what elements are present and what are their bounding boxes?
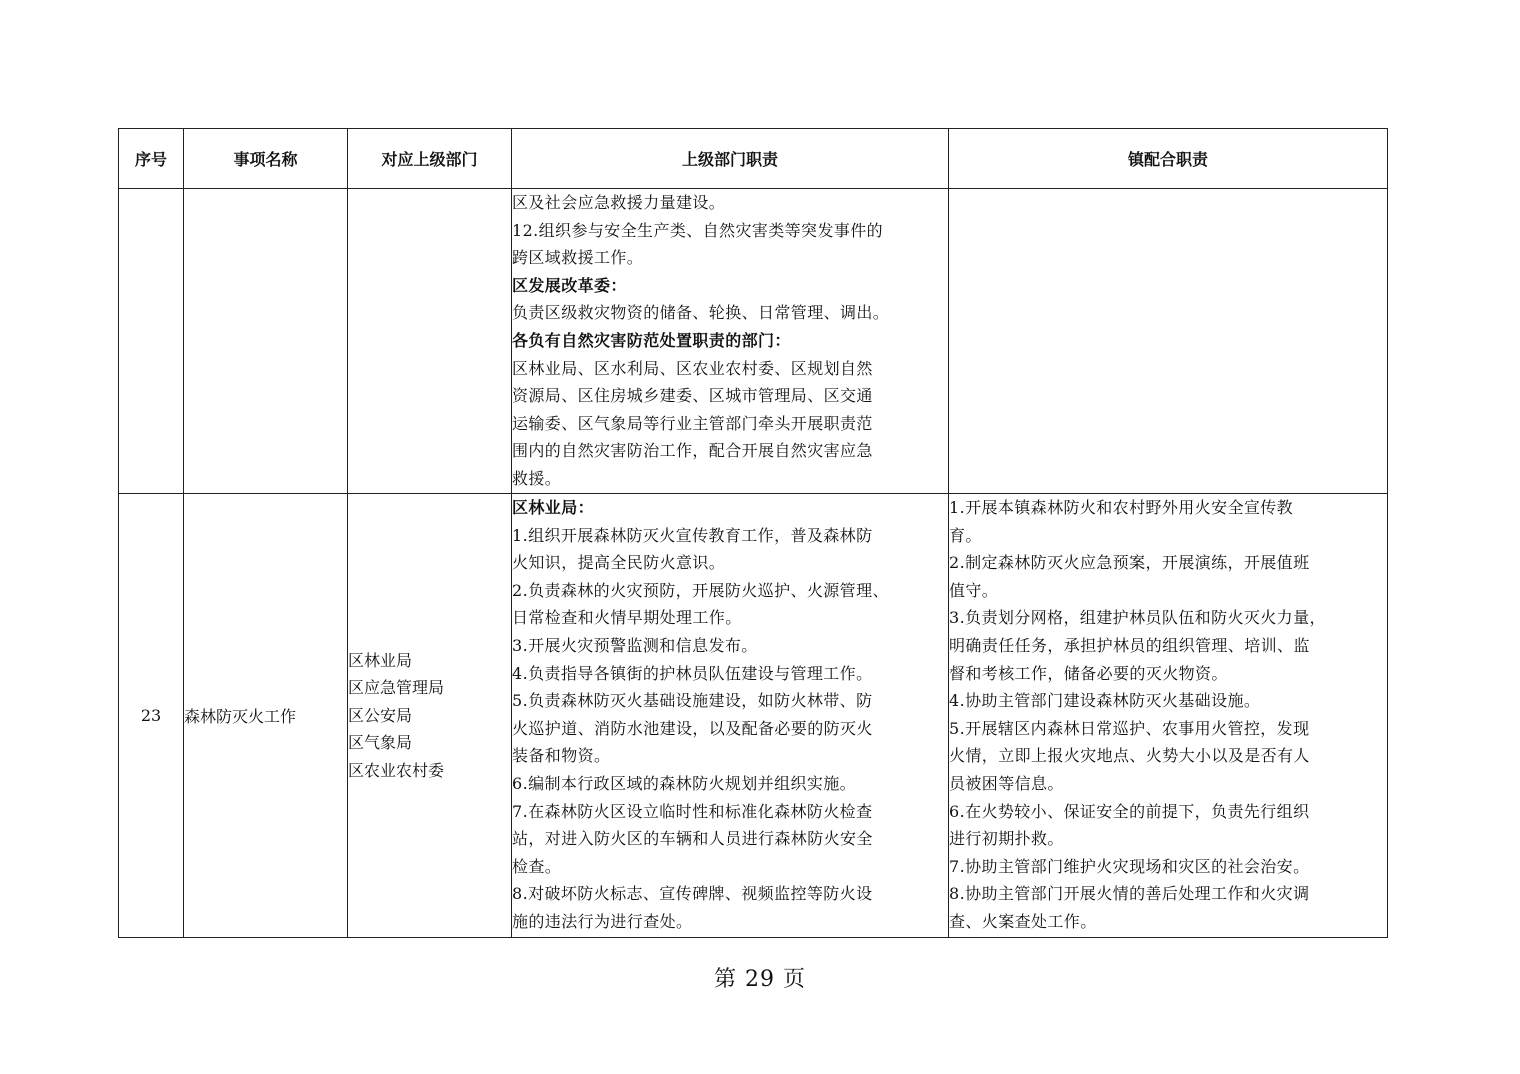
duty-line: 6.在火势较小、保证安全的前提下，负责先行组织 <box>949 801 1310 821</box>
duty-line: 区林业局、区水利局、区农业农村委、区规划自然 <box>512 358 873 378</box>
duty-line: 运输委、区气象局等行业主管部门牵头开展职责范 <box>512 413 873 433</box>
row-town-duties <box>949 494 1388 938</box>
row-item-name <box>184 189 348 494</box>
duty-line: 资源局、区住房城乡建委、区城市管理局、区交通 <box>512 386 873 406</box>
duty-line: 7.协助主管部门维护火灾现场和灾区的社会治安。 <box>949 856 1310 876</box>
row-item-name: 森林防灭火工作 <box>184 494 348 938</box>
duty-line: 4.负责指导各镇街的护林员队伍建设与管理工作。 <box>512 663 873 683</box>
row-seq <box>119 189 184 494</box>
duty-line: 育。 <box>949 525 982 545</box>
page-number: 第 29 页 <box>714 967 806 992</box>
row-depts <box>348 494 512 938</box>
duty-line: 5.负责森林防灭火基础设施建设，如防火林带、防 <box>512 691 873 711</box>
duty-line: 救援。 <box>512 468 562 488</box>
duty-line: 4.协助主管部门建设森林防灭火基础设施。 <box>949 691 1261 711</box>
section-heading: 区发展改革委： <box>512 275 627 295</box>
row-depts <box>348 189 512 494</box>
duty-line: 火知识，提高全民防火意识。 <box>512 553 726 573</box>
duty-line: 12.组织参与安全生产类、自然灾害类等突发事件的 <box>512 220 884 240</box>
header-item-name: 事项名称 <box>184 129 348 189</box>
row-superior-duties <box>512 189 949 494</box>
duty-line: 跨区域救援工作。 <box>512 248 644 268</box>
duty-line: 8.协助主管部门开展火情的善后处理工作和火灾调 <box>949 884 1310 904</box>
duty-line: 装备和物资。 <box>512 746 611 766</box>
duty-line: 督和考核工作，储备必要的灭火物资。 <box>949 663 1228 683</box>
duty-line: 1.开展本镇森林防火和农村野外用火安全宣传教 <box>949 498 1294 517</box>
duty-line: 火巡护道、消防水池建设，以及配备必要的防灭火 <box>512 718 873 738</box>
duty-line: 日常检查和火情早期处理工作。 <box>512 608 742 628</box>
duty-line: 负责区级救灾物资的储备、轮换、日常管理、调出。 <box>512 303 890 323</box>
duty-line: 6.编制本行政区域的森林防火规划并组织实施。 <box>512 773 857 793</box>
section-heading: 各负有自然灾害防范处置职责的部门： <box>512 330 791 350</box>
duty-line: 2.制定森林防灭火应急预案，开展演练，开展值班 <box>949 553 1310 573</box>
duty-line: 进行初期扑救。 <box>949 829 1064 849</box>
duty-line: 1.组织开展森林防灭火宣传教育工作，普及森林防 <box>512 525 873 545</box>
duty-line: 2.负责森林的火灾预防，开展防火巡护、火源管理、 <box>512 580 889 600</box>
duty-line: 7.在森林防火区设立临时性和标准化森林防火检查 <box>512 801 873 821</box>
table-row <box>119 189 1388 494</box>
row-town-duties <box>949 189 1388 494</box>
duty-line: 5.开展辖区内森林日常巡护、农事用火管控，发现 <box>949 718 1310 738</box>
duty-line: 站，对进入防火区的车辆和人员进行森林防火安全 <box>512 829 873 849</box>
duty-line: 员被困等信息。 <box>949 773 1064 793</box>
header-row <box>119 129 1388 189</box>
duty-line: 检查。 <box>512 856 562 876</box>
header-seq: 序号 <box>119 129 184 189</box>
duty-line: 区及社会应急救援力量建设。 <box>512 193 726 212</box>
duty-line: 8.对破坏防火标志、宣传碑牌、视频监控等防火设 <box>512 884 873 904</box>
row-superior-duties <box>512 494 949 938</box>
dept-item: 区林业局 <box>348 650 413 670</box>
duty-line: 值守。 <box>949 580 999 600</box>
duty-line: 查、火案查处工作。 <box>949 911 1097 931</box>
duty-line: 火情，立即上报火灾地点、火势大小以及是否有人 <box>949 746 1310 766</box>
header-town-duties: 镇配合职责 <box>949 129 1388 189</box>
row-seq: 23 <box>119 494 184 938</box>
duty-line: 施的违法行为进行查处。 <box>512 911 693 931</box>
header-superior-duties: 上级部门职责 <box>512 129 949 189</box>
duty-line: 围内的自然灾害防治工作，配合开展自然灾害应急 <box>512 441 873 461</box>
dept-item: 区公安局 <box>348 705 413 725</box>
header-superior-dept: 对应上级部门 <box>348 129 512 189</box>
dept-item: 区农业农村委 <box>348 760 445 780</box>
table-row <box>119 494 1388 938</box>
duty-line: 明确责任任务，承担护林员的组织管理、培训、监 <box>949 635 1310 655</box>
duty-line: 3.负责划分网格，组建护林员队伍和防火灭火力量， <box>949 608 1326 628</box>
section-heading: 区林业局： <box>512 498 595 517</box>
dept-item: 区应急管理局 <box>348 678 445 698</box>
dept-item: 区气象局 <box>348 733 413 753</box>
duty-line: 3.开展火灾预警监测和信息发布。 <box>512 635 758 655</box>
duty-table <box>118 128 1388 938</box>
